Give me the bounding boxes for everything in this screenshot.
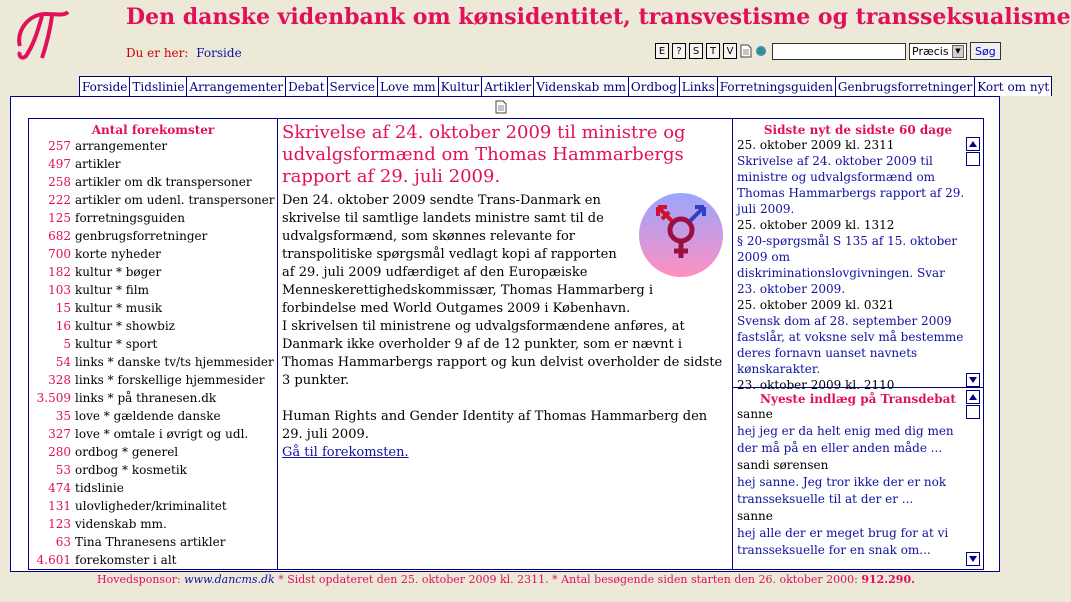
- search-button[interactable]: Søg: [970, 42, 1001, 60]
- count-label[interactable]: videnskab mm.: [75, 517, 167, 531]
- count-label[interactable]: Tina Thranesens artikler: [75, 535, 226, 549]
- count-number: 682: [48, 229, 71, 243]
- forum-author: sandi sørensen: [737, 458, 829, 472]
- main-tabs: [79, 76, 1051, 96]
- news-date: 25. oktober 2009 kl. 1312: [737, 218, 895, 232]
- count-row[interactable]: [29, 317, 277, 335]
- count-label[interactable]: links * på thranesen.dk: [75, 391, 217, 405]
- transgender-symbol-icon: [638, 192, 724, 278]
- tab-genbrugsforretninger[interactable]: Genbrugsforretninger: [835, 76, 975, 96]
- tab-forside[interactable]: Forside: [79, 76, 130, 96]
- forum-post-link[interactable]: hej alle der er meget brug for at vi transseksuelle for en snak om...: [737, 526, 949, 557]
- news-scroll-bar[interactable]: [966, 152, 980, 166]
- toolbar: [655, 42, 1001, 60]
- tab-tidslinie[interactable]: Tidslinie: [129, 76, 187, 96]
- article-paragraph-3: Human Rights and Gender Identity af Thomas Hammarberg den 29. juli 2009.: [282, 409, 708, 442]
- count-label[interactable]: genbrugsforretninger: [75, 229, 208, 243]
- count-row[interactable]: [29, 551, 277, 569]
- count-row[interactable]: [29, 209, 277, 227]
- news-item-link[interactable]: Svensk dom af 28. september 2009 fastslår, at voksne selv må bestemme deres fornavn uanset navnets kønskarakter.: [737, 314, 964, 376]
- count-number: 182: [48, 265, 71, 279]
- article-panel: [277, 118, 733, 570]
- forum-scroll-bar[interactable]: [966, 405, 980, 419]
- count-row[interactable]: [29, 263, 277, 281]
- count-number: 700: [48, 247, 71, 261]
- tab-kort-om-nyt[interactable]: Kort om nyt: [974, 76, 1052, 96]
- count-label[interactable]: links * forskellige hjemmesider: [75, 373, 265, 387]
- news-date: 23. oktober 2009 kl. 2110: [737, 378, 895, 392]
- print-page-icon[interactable]: [740, 44, 752, 58]
- footer-info: * Sidst opdateret den 25. oktober 2009 kl. 2311. * Antal besøgende siden starten den 26. oktober 2000:: [278, 573, 858, 586]
- article-title: Skrivelse af 24. oktober 2009 til ministre og udvalgsformænd om Thomas Hammarbergs rapport af 29. juli 2009.: [282, 122, 686, 187]
- breadcrumb-label: Du er her:: [126, 46, 189, 60]
- count-number: 5: [63, 337, 71, 351]
- search-mode-value: Præcis: [912, 44, 949, 58]
- count-number: 497: [48, 157, 71, 171]
- news-scroll-up-button[interactable]: [966, 137, 980, 151]
- forum-post-link[interactable]: hej jeg er da helt enig med dig men der må på en eller anden måde ...: [737, 424, 954, 455]
- count-label[interactable]: kultur * showbiz: [75, 319, 175, 333]
- news-panel: [733, 119, 983, 392]
- count-number: 258: [48, 175, 71, 189]
- counts-heading: Antal forekomster: [91, 123, 215, 137]
- footer-sponsor-label: Hovedsponsor:: [97, 573, 181, 586]
- count-number: 53: [55, 463, 71, 477]
- count-row[interactable]: [29, 353, 277, 371]
- counts-list: [29, 137, 277, 569]
- breadcrumb: [126, 46, 242, 60]
- count-number: 4.601: [36, 553, 71, 567]
- count-label[interactable]: ulovligheder/kriminalitet: [75, 499, 227, 513]
- arrow-down-icon: [969, 556, 977, 562]
- news-list: [733, 137, 983, 393]
- count-number: 123: [48, 517, 71, 531]
- count-number: 328: [48, 373, 71, 387]
- tab-videnskab[interactable]: Videnskab mm: [533, 76, 629, 96]
- count-label[interactable]: ordbog * generel: [75, 445, 179, 459]
- count-row[interactable]: [29, 137, 277, 155]
- forum-heading: Nyeste indlæg på Transdebat: [760, 392, 956, 406]
- count-row[interactable]: [29, 425, 277, 443]
- tab-arrangementer[interactable]: Arrangementer: [186, 76, 286, 96]
- count-number: 131: [48, 499, 71, 513]
- count-number: 257: [48, 139, 71, 153]
- count-number: 222: [48, 193, 71, 207]
- tool-button-v[interactable]: V: [723, 43, 737, 59]
- tool-button-s[interactable]: S: [689, 43, 703, 59]
- count-row[interactable]: [29, 461, 277, 479]
- arrow-up-icon: [969, 141, 977, 147]
- tab-artikler[interactable]: Artikler: [481, 76, 534, 96]
- count-number: 15: [55, 301, 71, 315]
- news-heading: Sidste nyt de sidste 60 dage: [763, 123, 953, 137]
- count-label[interactable]: love * gældende danske: [75, 409, 221, 423]
- tab-kultur[interactable]: Kultur: [438, 76, 483, 96]
- count-row[interactable]: [29, 407, 277, 425]
- count-label[interactable]: forekomster i alt: [75, 553, 177, 567]
- right-panel: [732, 118, 984, 570]
- dropdown-arrow-icon: ▼: [952, 45, 964, 58]
- count-label[interactable]: arrangementer: [75, 139, 168, 153]
- count-label[interactable]: korte nyheder: [75, 247, 161, 261]
- article-paragraph-2: I skrivelsen til ministrene og udvalgsformændene anføres, at Danmark ikke overholder 9 af de 12 punkter, som er nævnt i Thomas Hammarbergs rapport og kun delvist overholder de sidste 3 punkter.: [282, 319, 723, 388]
- count-row[interactable]: [29, 227, 277, 245]
- print-icon[interactable]: [495, 100, 507, 114]
- tool-button-t[interactable]: T: [706, 43, 720, 59]
- tab-ordbog[interactable]: Ordbog: [628, 76, 680, 96]
- count-number: 3.509: [36, 391, 71, 405]
- tab-love[interactable]: Love mm: [377, 76, 439, 96]
- count-number: 63: [55, 535, 71, 549]
- search-mode-select[interactable]: [909, 43, 967, 60]
- count-label[interactable]: kultur * bøger: [75, 265, 162, 279]
- news-date: 25. oktober 2009 kl. 0321: [737, 298, 895, 312]
- count-label[interactable]: kultur * sport: [75, 337, 158, 351]
- news-date: 25. oktober 2009 kl. 2311: [737, 138, 895, 152]
- arrow-up-icon: [969, 394, 977, 400]
- search-input[interactable]: [772, 43, 906, 60]
- count-label[interactable]: ordbog * kosmetik: [75, 463, 187, 477]
- count-number: 103: [48, 283, 71, 297]
- tab-forretningsguiden[interactable]: Forretningsguiden: [717, 76, 836, 96]
- count-row[interactable]: [29, 533, 277, 551]
- forum-author: sanne: [737, 509, 773, 523]
- forum-panel: [733, 387, 983, 570]
- footer: [0, 573, 1012, 586]
- forum-post-link[interactable]: hej sanne. Jeg tror ikke der er nok transseksuelle til at der er ...: [737, 475, 947, 506]
- forum-author: sanne: [737, 407, 773, 421]
- arrow-down-icon: [969, 377, 977, 383]
- count-label[interactable]: love * omtale i øvrigt og udl.: [75, 427, 249, 441]
- tab-links[interactable]: Links: [679, 76, 718, 96]
- count-row[interactable]: [29, 371, 277, 389]
- count-row[interactable]: [29, 335, 277, 353]
- count-label[interactable]: artikler om udenl. transpersoner: [75, 193, 275, 207]
- count-number: 327: [48, 427, 71, 441]
- count-number: 54: [55, 355, 71, 369]
- count-row[interactable]: [29, 479, 277, 497]
- article-body: [278, 192, 732, 462]
- count-row[interactable]: [29, 389, 277, 407]
- count-label[interactable]: artikler om dk transpersoner: [75, 175, 252, 189]
- tab-service[interactable]: Service: [327, 76, 379, 96]
- news-scroll-down-button[interactable]: [966, 373, 980, 387]
- count-row[interactable]: [29, 497, 277, 515]
- count-label[interactable]: kultur * musik: [75, 301, 163, 315]
- count-label[interactable]: kultur * film: [75, 283, 149, 297]
- forum-scroll-up-button[interactable]: [966, 390, 980, 404]
- globe-icon[interactable]: [755, 44, 767, 58]
- count-row[interactable]: [29, 245, 277, 263]
- breadcrumb-link-forside[interactable]: Forside: [196, 46, 242, 60]
- count-number: 125: [48, 211, 71, 225]
- count-row[interactable]: [29, 281, 277, 299]
- counts-panel: [28, 118, 278, 570]
- count-label[interactable]: forretningsguiden: [75, 211, 185, 225]
- go-to-item-link[interactable]: Gå til forekomsten.: [282, 445, 409, 460]
- count-label[interactable]: artikler: [75, 157, 121, 171]
- count-number: 474: [48, 481, 71, 495]
- footer-sponsor-link[interactable]: www.dancms.dk: [184, 573, 275, 586]
- count-row[interactable]: [29, 299, 277, 317]
- count-number: 16: [55, 319, 71, 333]
- count-row[interactable]: [29, 515, 277, 533]
- news-item-link[interactable]: Skrivelse af 24. oktober 2009 til ministre og udvalgsformænd om Thomas Hammarbergs rapport af 29. juli 2009.: [737, 154, 965, 216]
- tool-button-e[interactable]: E: [655, 43, 669, 59]
- site-title: Den danske videnbank om kønsidentitet, transvestisme og transseksualisme: [126, 4, 1071, 30]
- footer-visitor-count: 912.290.: [861, 573, 915, 586]
- count-row[interactable]: [29, 173, 277, 191]
- tab-debat[interactable]: Debat: [285, 76, 327, 96]
- site-logo: [12, 6, 72, 62]
- tool-button-help[interactable]: ?: [672, 43, 686, 59]
- count-number: 35: [55, 409, 71, 423]
- count-label[interactable]: tidslinie: [75, 481, 124, 495]
- article-paragraph-1: Den 24. oktober 2009 sendte Trans-Danmark en skrivelse til samtlige landets ministre samt til de udvalgsformænd, som skønnes relevante for transpolitiske spørgsmål vedlagt kopi af rapporten af 29. juli 2009 udfærdiget af den Europæiske Menneskerettighedskommissær, Thomas Hammarberg i forbindelse med World Outgames 2009 i København.: [282, 193, 654, 316]
- forum-scroll-down-button[interactable]: [966, 552, 980, 566]
- count-row[interactable]: [29, 155, 277, 173]
- count-row[interactable]: [29, 191, 277, 209]
- forum-list: [733, 406, 983, 559]
- count-label[interactable]: links * danske tv/ts hjemmesider: [75, 355, 274, 369]
- count-row[interactable]: [29, 443, 277, 461]
- content-frame: [10, 96, 1000, 572]
- news-item-link[interactable]: § 20-spørgsmål S 135 af 15. oktober 2009 om diskriminationslovgivningen. Svar 23. oktober 2009.: [737, 234, 958, 296]
- count-number: 280: [48, 445, 71, 459]
